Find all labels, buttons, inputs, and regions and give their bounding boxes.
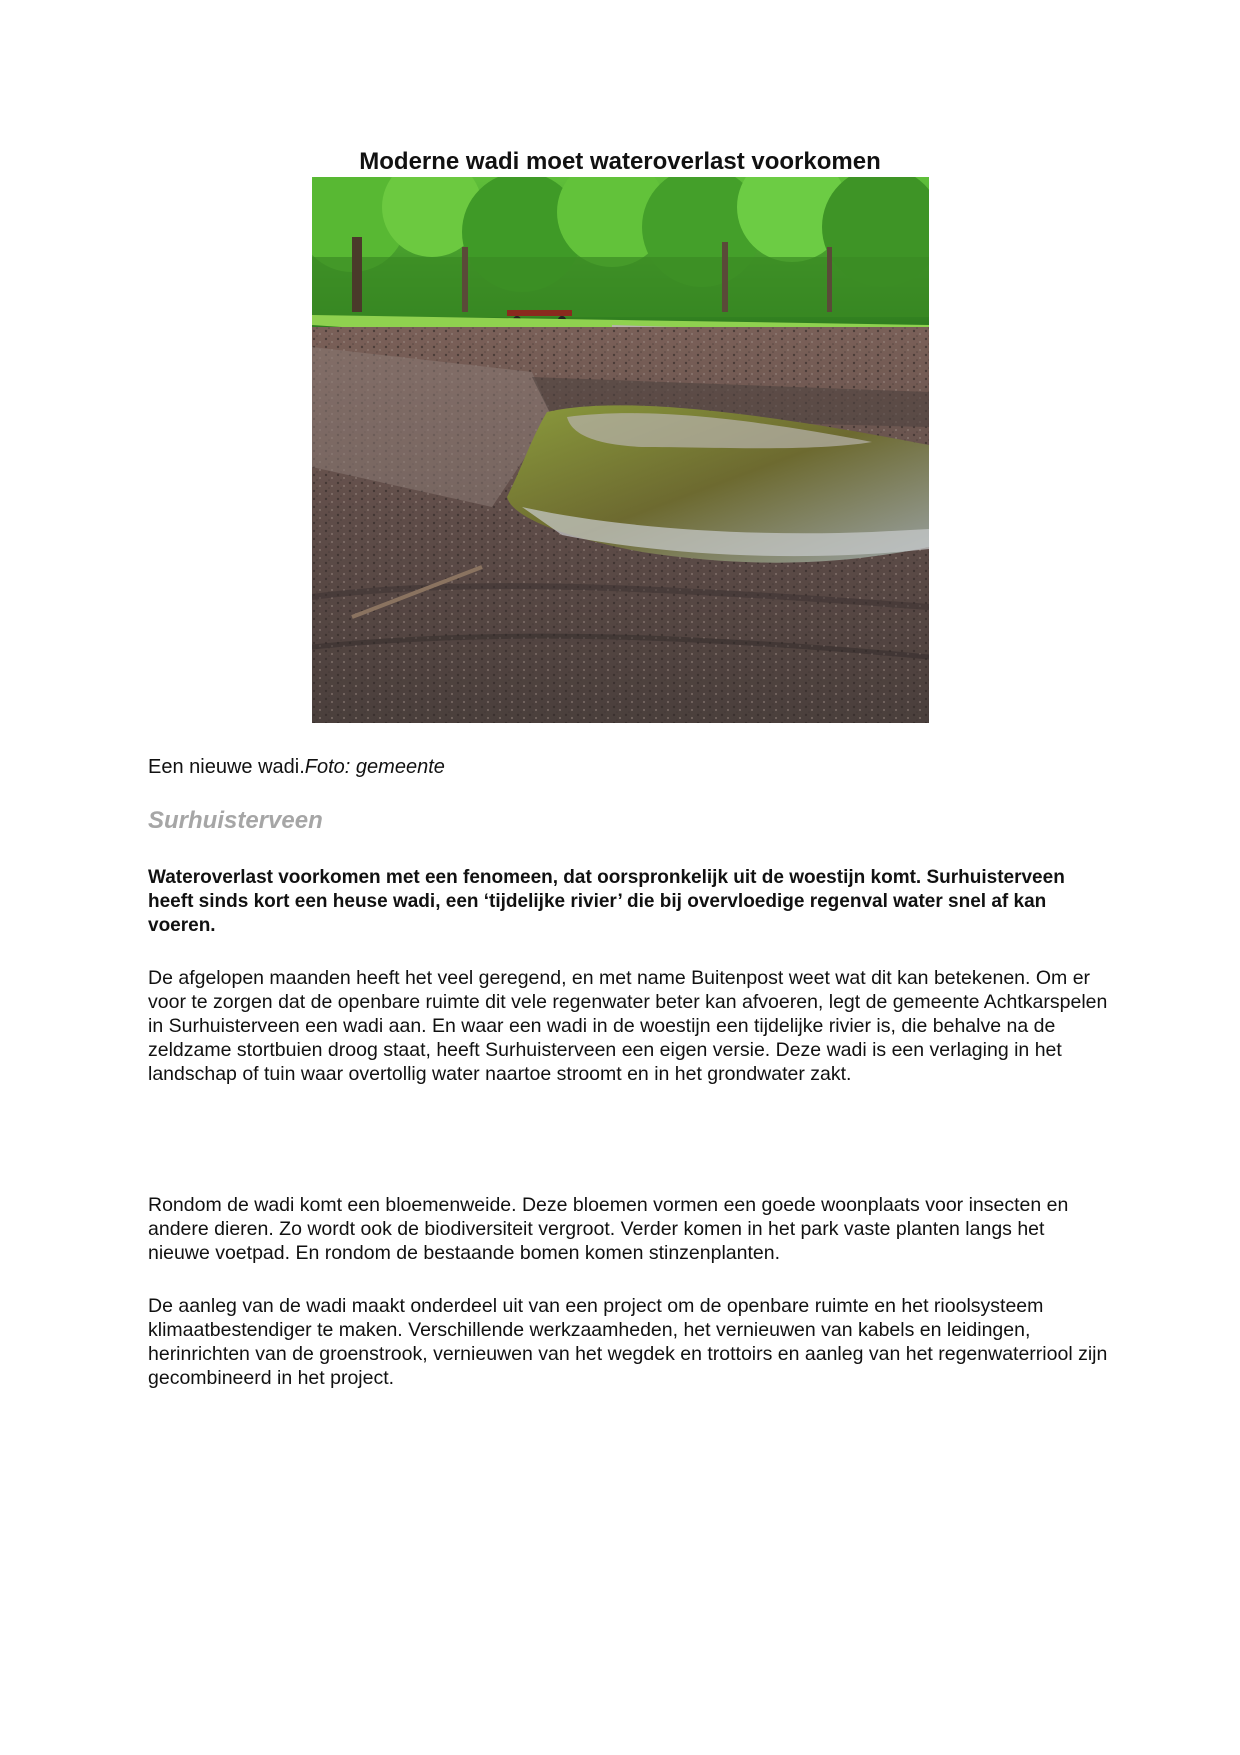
photo-caption	[148, 754, 445, 780]
lead-paragraph: Wateroverlast voorkomen met een fenomeen, dat oorspronkelijk uit de woestijn komt. Surhuisterveen heeft sinds kort een heuse wadi, een ‘tijdelijke rivier’ die bij overvloedige regenval water snel af kan voeren.	[148, 867, 1065, 936]
caption-credit: Foto: gemeente	[304, 756, 445, 778]
wadi-photo	[312, 177, 929, 723]
body-paragraph-2: Rondom de wadi komt een bloemenweide. Deze bloemen vormen een goede woonplaats voor insecten en andere dieren. Zo wordt ook de biodiversiteit vergroot. Verder komen in het park vaste planten langs het nieuwe voetpad. En rondom de bestaande bomen komen stinzenplanten.	[148, 1194, 1069, 1264]
dateline: Surhuisterveen	[148, 807, 323, 834]
article-title: Moderne wadi moet wateroverlast voorkomen	[359, 148, 881, 175]
caption-text: Een nieuwe wadi.	[148, 756, 305, 778]
body-paragraph-1: De afgelopen maanden heeft het veel geregend, en met name Buitenpost weet wat dit kan betekenen. Om er voor te zorgen dat de openbare ruimte dit vele regenwater beter kan afvoeren, legt de gemeente Achtkarspelen in Surhuisterveen een wadi aan. En waar een wadi in de woestijn een tijdelijke rivier is, die behalve na de zeldzame stortbuien droog staat, heeft Surhuisterveen een eigen versie. Deze wadi is een verlaging in het landschap of tuin waar overtollig water naartoe stroomt en in het grondwater zakt.	[148, 967, 1108, 1085]
body-paragraph-3: De aanleg van de wadi maakt onderdeel uit van een project om de openbare ruimte en het rioolsysteem klimaatbestendiger te maken. Verschillende werkzaamheden, het vernieuwen van kabels en leidingen, herinrichten van de groenstrook, vernieuwen van het wegdek en trottoirs en aanleg van het regenwaterriool zijn gecombineerd in het project.	[148, 1295, 1108, 1389]
